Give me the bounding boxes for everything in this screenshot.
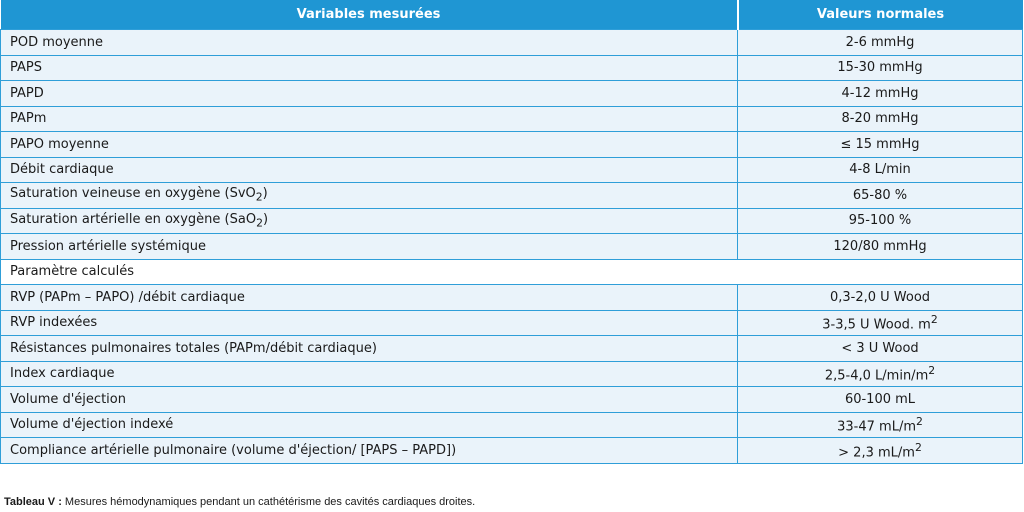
row-label: POD moyenne (1, 30, 738, 56)
row-label: PAPO moyenne (1, 132, 738, 158)
row-value: 15-30 mmHg (738, 55, 1023, 81)
table-row (1, 310, 1023, 336)
superscript: 2 (930, 313, 938, 327)
row-label: PAPD (1, 81, 738, 107)
row-value: < 3 U Wood (738, 336, 1023, 362)
table-row (1, 81, 1023, 107)
row-label: Volume d'éjection (1, 387, 738, 413)
table-row (1, 285, 1023, 311)
section-label: Paramètre calculés (1, 259, 1023, 285)
superscript: 2 (928, 364, 936, 378)
row-label: Index cardiaque (1, 361, 738, 387)
table-row (1, 234, 1023, 260)
superscript: 2 (914, 440, 922, 454)
table-row (1, 132, 1023, 158)
row-label: Résistances pulmonaires totales (PAPm/débit cardiaque) (1, 336, 738, 362)
row-value: 8-20 mmHg (738, 106, 1023, 132)
row-value-text: 3-3,5 U Wood. m (822, 317, 931, 333)
table-row (1, 30, 1023, 56)
row-label-suffix: ) (262, 186, 268, 202)
table-row (1, 55, 1023, 81)
row-label: RVP (PAPm – PAPO) /débit cardiaque (1, 285, 738, 311)
row-value (738, 438, 1023, 464)
table-row (1, 387, 1023, 413)
row-label: Compliance artérielle pulmonaire (volume d'éjection/ [PAPS – PAPD]) (1, 438, 738, 464)
row-value-text: > 2,3 mL/m (838, 444, 915, 460)
subscript: 2 (255, 191, 263, 205)
row-value (738, 310, 1023, 336)
table-row (1, 183, 1023, 209)
caption-title: Tableau V : (4, 496, 62, 508)
row-value (738, 412, 1023, 438)
section-row (1, 259, 1023, 285)
table-row (1, 106, 1023, 132)
header-variables: Variables mesurées (1, 0, 738, 30)
table-row (1, 208, 1023, 234)
row-value: 4-8 L/min (738, 157, 1023, 183)
row-value (738, 361, 1023, 387)
row-label-text: Saturation artérielle en oxygène (SaO (10, 211, 257, 227)
caption-text: Mesures hémodynamiques pendant un cathétérisme des cavités cardiaques droites. (61, 496, 476, 508)
subscript: 2 (256, 216, 263, 230)
row-value-text: 2,5-4,0 L/min/m (824, 368, 929, 384)
table-row (1, 336, 1023, 362)
row-value: 0,3-2,0 U Wood (738, 285, 1023, 311)
row-label: Volume d'éjection indexé (1, 412, 738, 438)
header-normal-values: Valeurs normales (738, 0, 1023, 30)
row-label: Pression artérielle systémique (1, 234, 738, 260)
row-label (1, 183, 738, 209)
table-row (1, 438, 1023, 464)
row-value: 4-12 mmHg (738, 81, 1023, 107)
row-label: RVP indexées (1, 310, 738, 336)
superscript: 2 (915, 415, 923, 429)
row-label: PAPm (1, 106, 738, 132)
table-row (1, 361, 1023, 387)
row-value: 65-80 % (738, 183, 1023, 209)
row-label-text: Saturation veineuse en oxygène (SvO (10, 186, 256, 202)
row-label: PAPS (1, 55, 738, 81)
row-value: 95-100 % (738, 208, 1023, 234)
row-value: 120/80 mmHg (738, 234, 1023, 260)
table-caption (4, 496, 475, 508)
row-value: ≤ 15 mmHg (738, 132, 1023, 158)
table-row (1, 157, 1023, 183)
row-label-suffix: ) (262, 211, 269, 227)
row-value-text: 33-47 mL/m (837, 419, 916, 435)
row-label: Débit cardiaque (1, 157, 738, 183)
row-label (1, 208, 738, 234)
table-header-row (1, 0, 1023, 30)
row-value: 60-100 mL (738, 387, 1023, 413)
table-row (1, 412, 1023, 438)
row-value: 2-6 mmHg (738, 30, 1023, 56)
